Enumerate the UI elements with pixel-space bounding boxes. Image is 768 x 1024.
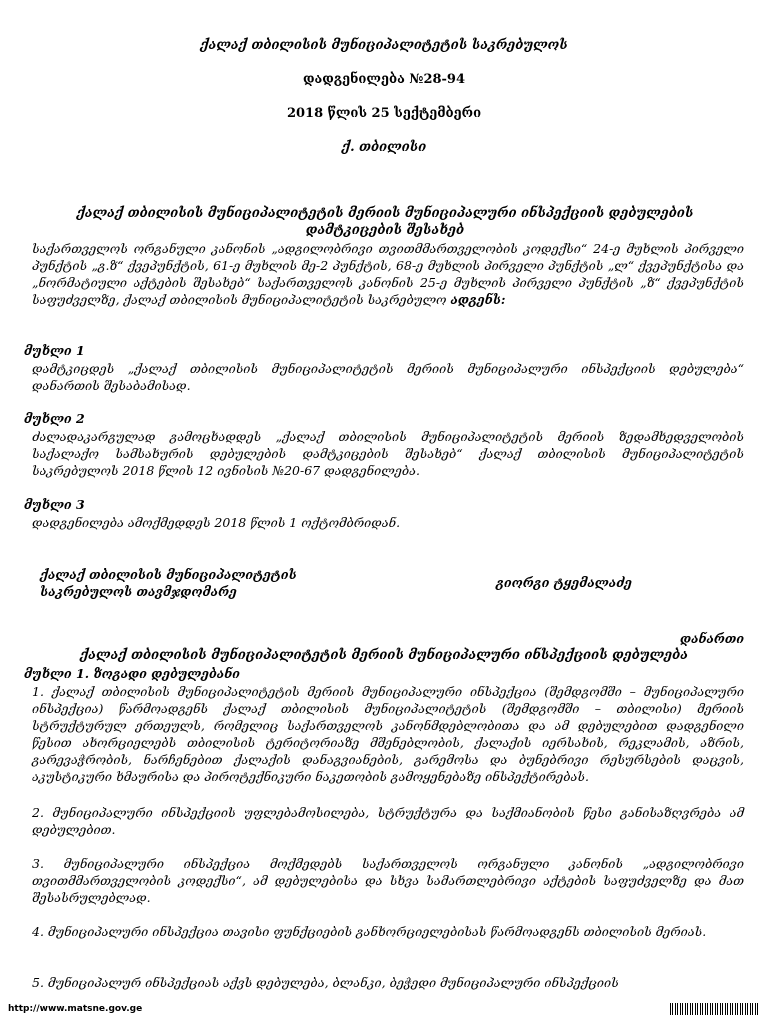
article-3-body: დადგენილება ამოქმედდეს 2018 წლის 1 ოქტომბრიდან. bbox=[32, 515, 401, 530]
article-2-body: ძალადაკარგულად გამოცხადდეს „ქალაქ თბილისის მუნიციპალიტეტის მერიის ზედამხედველობის საქალაქო სამსახურის დებულების დამტკიცების შესახებ“ ქალაქ თბილისის მუნიციპალიტეტის საკრებულოს 2018 წლის 12 ივნისის №20-67 დადგენილება. bbox=[32, 429, 744, 478]
annex-paragraph-5: 5. მუნიციპალურ ინსპექციას აქვს დებულება, ბლანკი, ბეჭედი მუნიციპალური ინსპექციის bbox=[32, 975, 619, 990]
decree-date: 2018 წლის 25 სექტემბერი bbox=[286, 106, 482, 121]
decree-number: დადგენილება №28-94 bbox=[302, 72, 466, 87]
article-1-body: დამტკიცდეს „ქალაქ თბილისის მუნიციპალიტეტის მერიის მუნიციპალური ინსპექციის დებულება“ დანართის შესაბამისად. bbox=[32, 361, 744, 393]
decree-title: ქალაქ თბილისის მუნიციპალიტეტის მერიის მუნიციპალური ინსპექციის დებულების დამტკიცების შესახებ bbox=[76, 206, 694, 238]
signatory-position-line1: ქალაქ თბილისის მუნიციპალიტეტის bbox=[40, 567, 297, 582]
preamble-text: საქართველოს ორგანული კანონის „ადგილობრივი თვითმმართველობის კოდექსი“ 24-ე მუხლის პირველი პუნქტის „გ.ზ“ ქვეპუნქტის, 61-ე მუხლის მე-2 პუნქტის, 68-ე მუხლის პირველი პუნქტის „ლ“ ქვეპუნქტისა და „ნორმატიული აქტების შესახებ“ საქართველოს კანონის 25-ე მუხლის პირველი პუნქტის „ზ“ ქვეპუნქტის საფუძველზე, ქალაქ თბილისის მუნიციპალიტეტის საკრებულო bbox=[32, 241, 744, 307]
decree-city: ქ. თბილისი bbox=[341, 140, 427, 155]
preamble bbox=[32, 240, 744, 308]
article-2-title: მუხლი 2 bbox=[24, 411, 85, 426]
annex-title: ქალაქ თბილისის მუნიციპალიტეტის მერიის მუნიციპალური ინსპექციის დებულება bbox=[79, 648, 689, 663]
annex-paragraph-3: 3. მუნიციპალური ინსპექცია მოქმედებს საქართველოს ორგანული კანონის „ადგილობრივი თვითმმართველობის კოდექსი“, ამ დებულებისა და სხვა სამართლებრივი აქტების საფუძველზე და მათ შესასრულებლად. bbox=[32, 856, 744, 905]
signatory-name: გიორგი ტყემალაძე bbox=[496, 575, 632, 590]
signatory-position bbox=[40, 566, 340, 600]
council-heading: ქალაქ თბილისის მუნიციპალიტეტის საკრებულოს bbox=[200, 38, 568, 53]
article-1-title: მუხლი 1 bbox=[24, 343, 85, 358]
barcode-image bbox=[670, 1003, 760, 1015]
footer-url[interactable]: http://www.matsne.gov.ge bbox=[8, 1004, 143, 1014]
signatory-position-line2: საკრებულოს თავმჯდომარე bbox=[40, 584, 237, 599]
annex-paragraph-4: 4. მუნიციპალური ინსპექცია თავისი ფუნქციების განხორციელებისას წარმოადგენს თბილისის მერიას. bbox=[32, 924, 707, 939]
annex-paragraph-1: 1. ქალაქ თბილისის მუნიციპალიტეტის მერიის მუნიციპალური ინსპექცია (შემდგომში – მუნიციპალური ინსპექცია) წარმოადგენს ქალაქ თბილისის მუნიციპალიტეტის (შემდგომში – თბილისი) მერიის სტრუქტურულ ერთეულს, რომელიც საქართველოს კანონმდებლობითა და ამ დებულებით დადგენილი წესით ახორციელებს თბილისის ტერიტორიაზე მშენებლობის, ქალაქის იერსახის, რეკლამის, აზრის, გარევაჭრობის, ნარჩენებით ქალაქის დანაგვიანების, გარემოსა და ბუნებრივი რესურსების დაცვის, აკუსტიკური ხმაურისა და პიროტექნიკური ნაკეთობის გამოყენებაზე ინსპექტირებას. bbox=[32, 684, 744, 784]
article-3-title: მუხლი 3 bbox=[24, 497, 85, 512]
preamble-emphasis: ადგენს: bbox=[450, 292, 506, 307]
annex-paragraph-2: 2. მუნიციპალური ინსპექციის უფლებამოსილება, სტრუქტურა და საქმიანობის წესი განისაზღვრება ამ დებულებით. bbox=[32, 805, 744, 837]
annex-label: დანართი bbox=[679, 631, 744, 646]
annex-section-title: მუხლი 1. ზოგადი დებულებანი bbox=[24, 666, 240, 681]
